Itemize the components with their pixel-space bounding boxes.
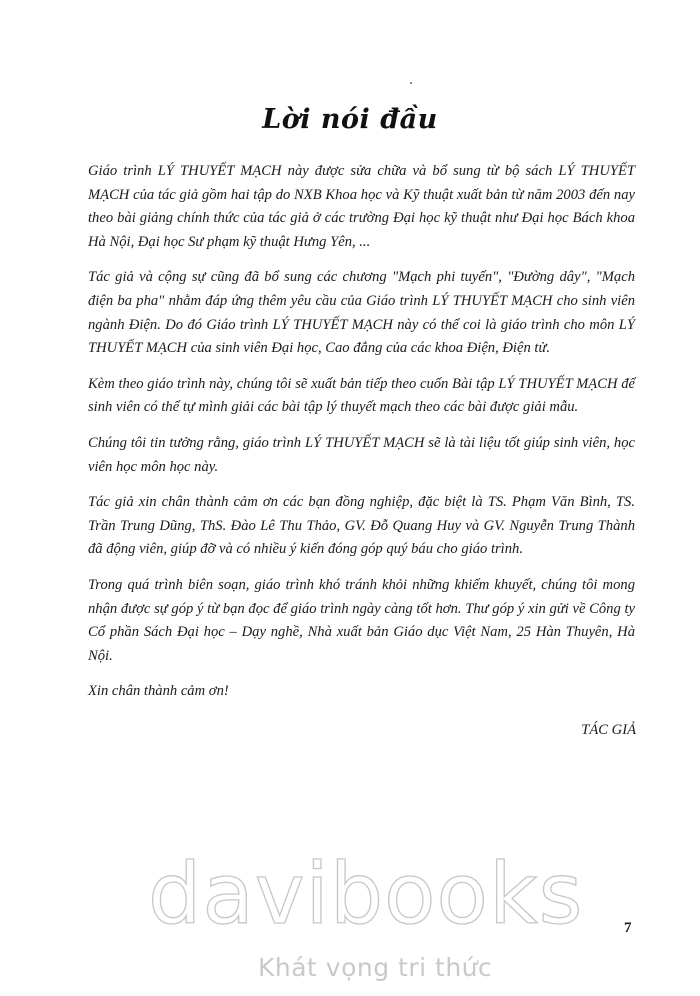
paragraph-5: Tác giả xin chân thành cảm ơn các bạn đồng nghiệp, đặc biệt là TS. Phạm Văn Bình, TS. Trần Trung Dũng, ThS. Đào Lê Thu Thảo, GV. Đỗ Quang Huy và GV. Nguyễn Trung Thành đã động viên, giúp đỡ và có nhiều ý kiến đóng góp quý báu cho giáo trình.: [88, 494, 635, 558]
preface-body: [88, 160, 635, 716]
paragraph-4: Chúng tôi tin tưởng rằng, giáo trình LÝ THUYẾT MẠCH sẽ là tài liệu tốt giúp sinh viên, học viên học môn học này.: [88, 434, 635, 475]
paragraph-1: Giáo trình LÝ THUYẾT MẠCH này được sửa chữa và bổ sung từ bộ sách LÝ THUYẾT MẠCH của tác giả gồm hai tập do NXB Khoa học và Kỹ thuật xuất bản từ năm 2003 đến nay theo bài giảng chính thức của tác giả ở các trường Đại học kỹ thuật như Đại học Bách khoa Hà Nội, Đại học Sư phạm kỹ thuật Hưng Yên, ...: [88, 163, 635, 250]
page-number: 7: [624, 920, 632, 936]
paragraph-6: Trong quá trình biên soạn, giáo trình khó tránh khỏi những khiếm khuyết, chúng tôi mong nhận được sự góp ý từ bạn đọc để giáo trình ngày càng tốt hơn. Thư góp ý xin gửi về Công ty Cổ phần Sách Đại học – Dạy nghề, Nhà xuất bản Giáo dục Việt Nam, 25 Hàn Thuyên, Hà Nội.: [88, 576, 635, 664]
paragraph-7: Xin chân thành cảm ơn!: [88, 683, 229, 700]
paragraph-2: Tác giả và cộng sự cũng đã bổ sung các chương "Mạch phi tuyến", "Đường dây", "Mạch điện ba pha" nhằm đáp ứng thêm yêu cầu của Giáo trình LÝ THUYẾT MẠCH cho sinh viên ngành Điện. Do đó Giáo trình LÝ THUYẾT MẠCH này có thể coi là giáo trình cho môn LÝ THUYẾT MẠCH của sinh viên Đại học, Cao đẳng của các khoa Điện, Điện tử.: [88, 269, 635, 357]
page-speck: [410, 82, 412, 84]
watermark-tagline: Khát vọng tri thức: [258, 953, 493, 982]
paragraph-3: Kèm theo giáo trình này, chúng tôi sẽ xuất bản tiếp theo cuốn Bài tập LÝ THUYẾT MẠCH để sinh viên có thể tự mình giải các bài tập lý thuyết mạch theo các bài được giải mẫu.: [88, 375, 635, 416]
author-signature: TÁC GIẢ: [581, 722, 636, 738]
page-title: Lời nói đầu: [262, 104, 438, 135]
watermark-brand: davibooks: [148, 845, 584, 943]
